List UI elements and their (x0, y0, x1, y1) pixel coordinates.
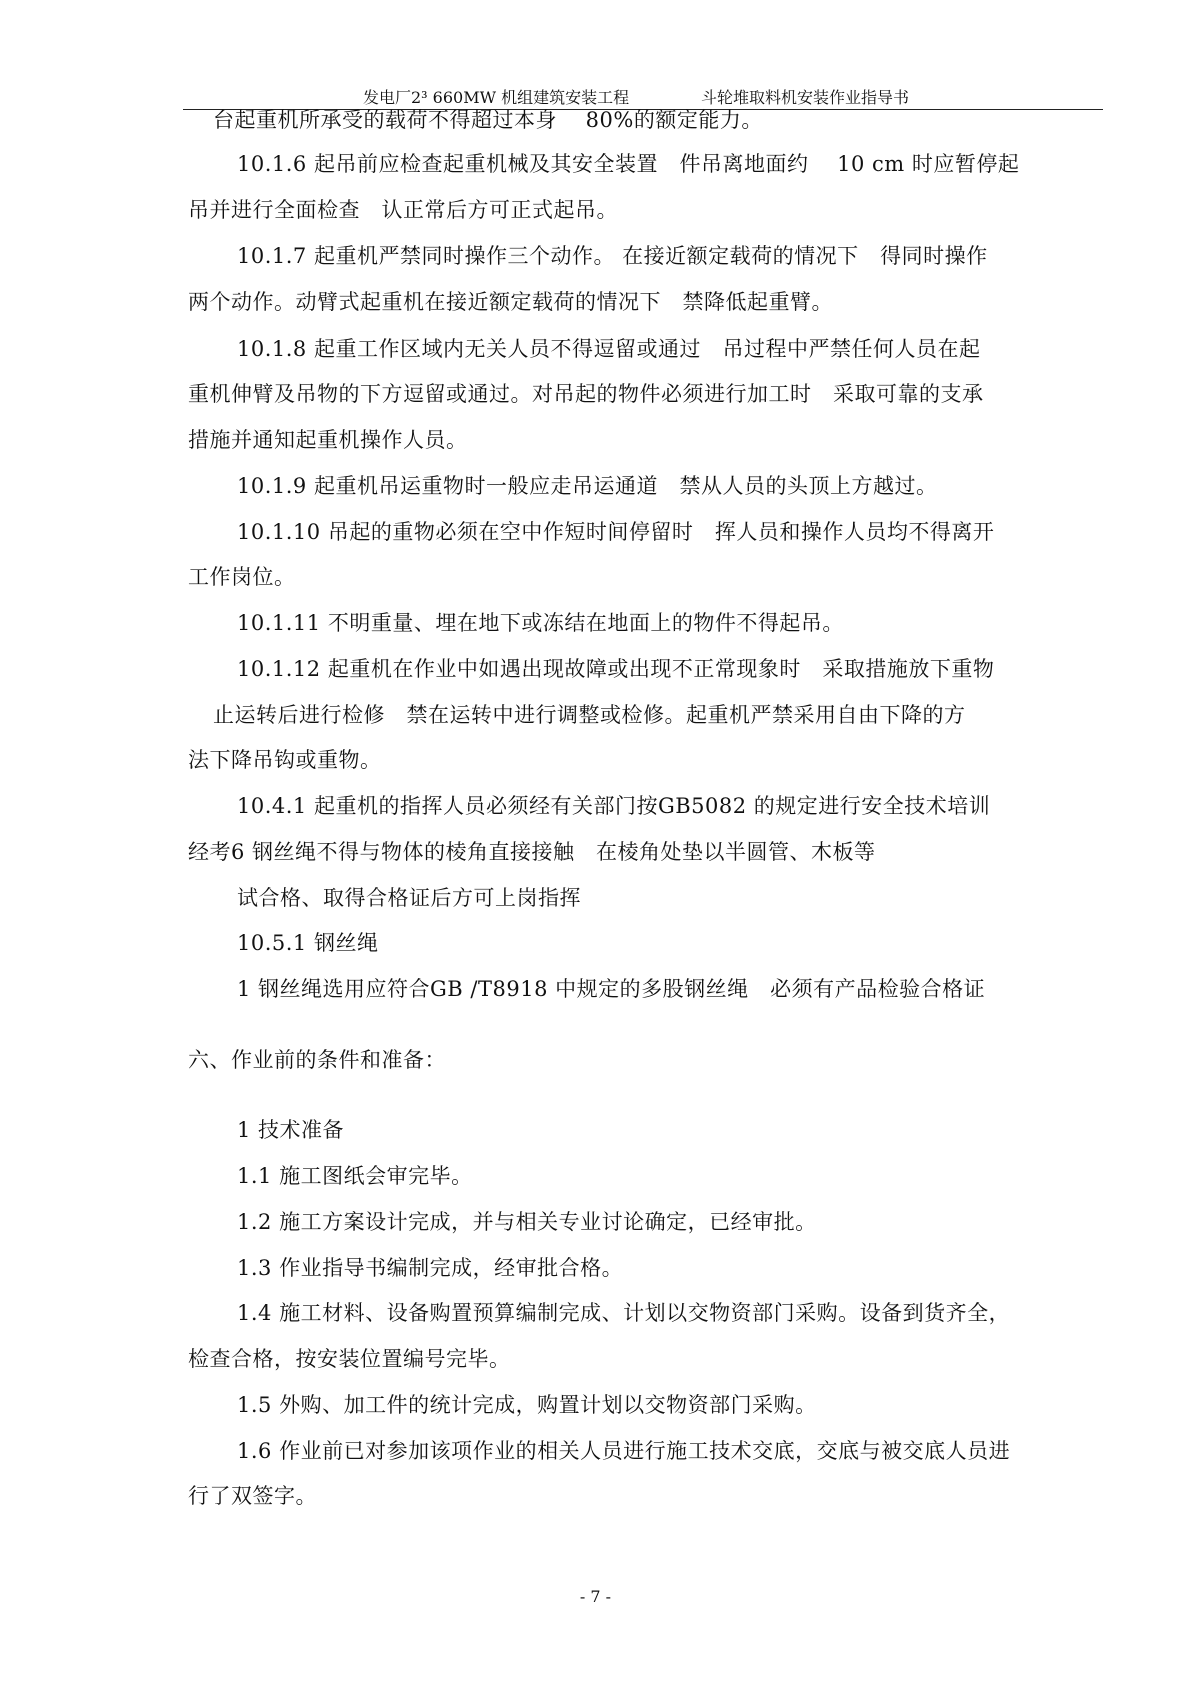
text-line: 10.1.7 起重机严禁同时操作三个动作。 在接近额定载荷的情况下 得同时操作 (237, 244, 988, 268)
text-line: 1.4 施工材料、设备购置预算编制完成、计划以交物资部门采购。设备到货齐全， (237, 1301, 1011, 1325)
text-line: 1.6 作业前已对参加该项作业的相关人员进行施工技术交底，交底与被交底人员进 (237, 1439, 1011, 1463)
header-document-title: 斗轮堆取料机安装作业指导书 (701, 88, 910, 107)
text-line: 10.1.8 起重工作区域内无关人员不得逗留或通过 吊过程中严禁任何人员在起 (237, 337, 981, 361)
text-line: 经考6 钢丝绳不得与物体的棱角直接接触 在棱角处垫以半圆管、木板等 (188, 840, 876, 864)
text-line: 吊并进行全面检查 认正常后方可正式起吊。 (188, 198, 618, 222)
text-line: 10.1.12 起重机在作业中如遇出现故障或出现不正常现象时 采取措施放下重物 (237, 657, 995, 681)
text-line: 1.2 施工方案设计完成，并与相关专业讨论确定，已经审批。 (237, 1210, 817, 1234)
text-line: 止运转后进行检修 禁在运转中进行调整或检修。起重机严禁采用自由下降的方 (213, 703, 966, 727)
text-line: 10.4.1 起重机的指挥人员必须经有关部门按GB5082 的规定进行安全技术培训 (237, 794, 991, 818)
text-line: 法下降吊钩或重物。 (188, 748, 382, 772)
text-line: 1 钢丝绳选用应符合GB /T8918 中规定的多股钢丝绳 必须有产品检验合格证 (237, 977, 986, 1001)
text-line: 10.5.1 钢丝绳 (237, 931, 379, 955)
text-line: 两个动作。动臂式起重机在接近额定载荷的情况下 禁降低起重臂。 (188, 290, 833, 314)
section-heading: 六、作业前的条件和准备： (188, 1048, 446, 1072)
page-number: - 7 - (579, 1587, 612, 1606)
text-line: 试合格、取得合格证后方可上岗指挥 (237, 886, 581, 910)
text-line: 检查合格，按安装位置编号完毕。 (188, 1347, 511, 1371)
text-line: 重机伸臂及吊物的下方逗留或通过。对吊起的物件必须进行加工时 采取可靠的支承 (188, 382, 984, 406)
text-line: 1.1 施工图纸会审完毕。 (237, 1164, 473, 1188)
text-line: 10.1.11 不明重量、埋在地下或冻结在地面上的物件不得起吊。 (237, 611, 844, 635)
text-line: 10.1.9 起重机吊运重物时一般应走吊运通道 禁从人员的头顶上方越过。 (237, 474, 938, 498)
subsection-heading: 1 技术准备 (237, 1118, 345, 1142)
text-line: 行了双签字。 (188, 1484, 317, 1508)
text-line: 工作岗位。 (188, 565, 296, 589)
text-line: 10.1.6 起吊前应检查起重机械及其安全装置 件吊离地面约 10 cm 时应暂停起 (237, 152, 1020, 176)
text-line: 1.3 作业指导书编制完成，经审批合格。 (237, 1256, 624, 1280)
text-line: 1.5 外购、加工件的统计完成，购置计划以交物资部门采购。 (237, 1393, 817, 1417)
text-line: 台起重机所承受的载荷不得超过本身 80%的额定能力。 (213, 108, 763, 132)
text-line: 10.1.10 吊起的重物必须在空中作短时间停留时 挥人员和操作人员均不得离开 (237, 520, 995, 544)
text-line: 措施并通知起重机操作人员。 (188, 428, 468, 452)
header-project-title: 发电厂2³ 660MW 机组建筑安装工程 (363, 88, 630, 107)
